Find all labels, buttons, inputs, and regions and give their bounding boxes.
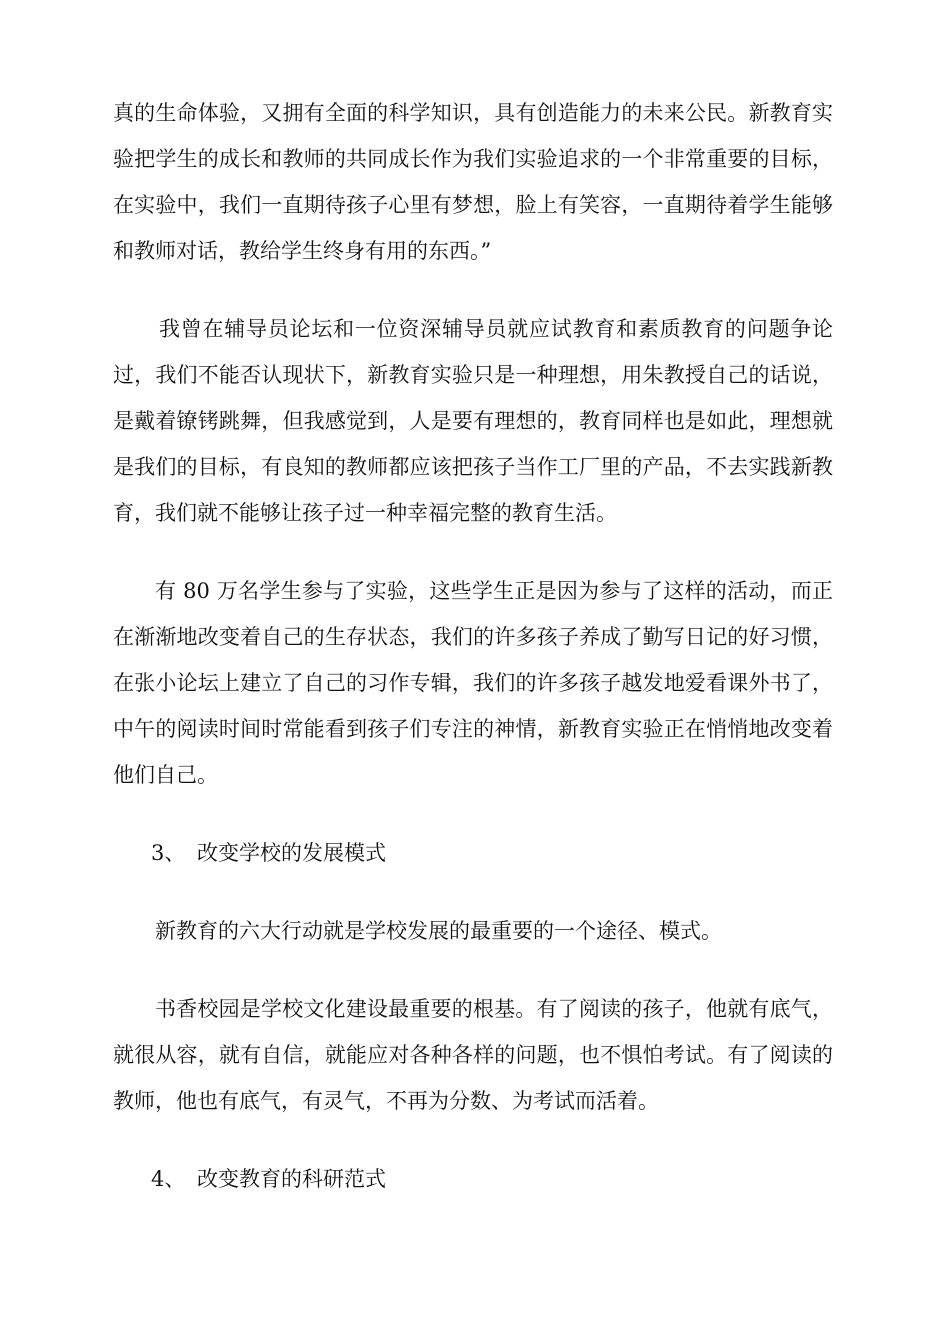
- paragraph-six-actions: 新教育的六大行动就是学校发展的最重要的一个途径、模式。: [155, 919, 722, 943]
- paragraph-reading-campus: 书香校园是学校文化建设最重要的根基。有了阅读的孩子，他就有底气，就很从容，就有自信，就能应对各种各样的问题，也不惧怕考试。有了阅读的教师，他也有底气，有灵气，不再为分数、为考试而活着。: [113, 997, 833, 1113]
- section-number: 3、: [151, 841, 186, 865]
- section-number: 4、: [151, 1167, 186, 1191]
- paragraph-continuation: 真的生命体验，又拥有全面的科学知识，具有创造能力的未来公民。新教育实验把学生的成长和教师的共同成长作为我们实验追求的一个非常重要的目标，在实验中，我们一直期待孩子心里有梦想，脸上有笑容，一直期待着学生能够和教师对话，教给学生终身有用的东西。”: [113, 101, 833, 263]
- paragraph-debate: 我曾在辅导员论坛和一位资深辅导员就应试教育和素质教育的问题争论过，我们不能否认现状下，新教育实验只是一种理想，用朱教授自己的话说，是戴着镣铐跳舞，但我感觉到，人是要有理想的，教育同样也是如此，理想就是我们的目标，有良知的教师都应该把孩子当作工厂里的产品，不去实践新教育，我们就不能够让孩子过一种幸福完整的教育生活。: [113, 317, 833, 525]
- section-heading-3: [113, 830, 833, 876]
- section-title: 改变学校的发展模式: [197, 841, 386, 865]
- section-heading-4: [113, 1156, 833, 1202]
- document-body: [113, 90, 833, 1234]
- section-title: 改变教育的科研范式: [197, 1167, 386, 1191]
- paragraph-students: 有 80 万名学生参与了实验，这些学生正是因为参与了这样的活动，而正在渐渐地改变着自己的生存状态，我们的许多孩子养成了勤写日记的好习惯，在张小论坛上建立了自己的习作专辑，我们的许多孩子越发地爱看课外书了，中午的阅读时间时常能看到孩子们专注的神情，新教育实验正在悄悄地改变着他们自己。: [113, 579, 833, 787]
